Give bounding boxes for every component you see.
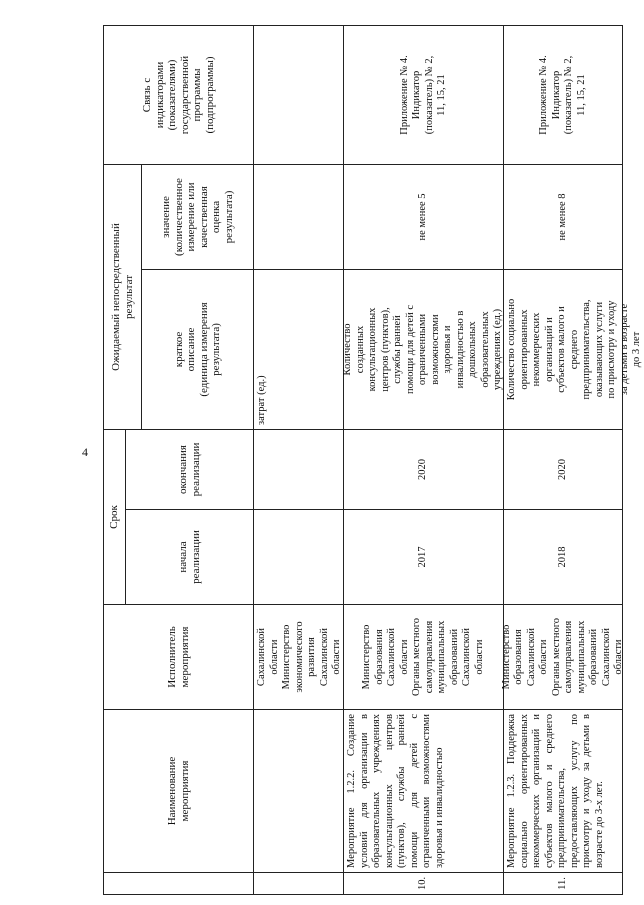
row-10-link-cell: Приложение № 4. Индикатор (показатель) № 2, 11, 15, 21 [344, 26, 504, 164]
header-expected-short-cell: краткое описание (единица измерения результата) [142, 269, 254, 429]
row-cont-executor-cell: Сахалинской области Министерство экономического развития Сахалинской области [254, 604, 344, 709]
row-11-start-cell: 2018 [504, 509, 622, 604]
header-executor-cell: Исполнитель мероприятия [104, 604, 254, 709]
row-11-short-cell: Количество социально ориентированных некоммерческих организаций и субъектов малого и среднего предпринимательства, оказывающих услуги по присмотру и уходу за детьми в возрасте до 3 лет [504, 269, 622, 429]
row-10-value-cell: не менее 5 [344, 164, 504, 269]
measures-table [103, 25, 642, 895]
header-term-cell: Срок [104, 429, 126, 604]
row-cont-name-cell [254, 709, 344, 872]
row-11-value-cell: не менее 8 [504, 164, 622, 269]
row-10-short-cell: Количество созданных консультационных центров (пунктов), службы ранней помощи для детей с ограниченными возможностями здоровья и инвалидностью в дошкольных образовательных учреждениях (ед.) [344, 269, 504, 429]
row-10-executor-cell: Министерство образования Сахалинской области Органы местного самоуправления муниципальных образований Сахалинской области [344, 604, 504, 709]
row-10-num-cell: 10. [344, 872, 504, 894]
row-cont-short-cell: затрат (ед.) [254, 269, 344, 429]
table-rotation-frame [103, 25, 642, 895]
row-10-name-cell: Мероприятие 1.2.2. Создание условий для организации в образовательных учреждениях консультационных центров (пунктов), службы ранней помощи для детей с ограниченными возможностями здоровья и инвалидностью [344, 709, 504, 872]
row-11-link-cell: Приложение № 4. Индикатор (показатель) № 2, 11, 15, 21 [538, 55, 587, 135]
page-number: 4 [82, 445, 88, 459]
header-expected-value-cell: значение (количественное измерение или качественная оценка результата) [142, 164, 254, 269]
row-10-start-cell: 2017 [344, 509, 504, 604]
header-name-cell: Наименование мероприятия [104, 709, 254, 872]
header-num-cell [104, 872, 254, 894]
row-cont-num-cell [254, 872, 344, 894]
header-expected-cell: Ожидаемый непосредственный результат [104, 164, 142, 429]
header-term-end-cell: окончания реализации [126, 429, 254, 509]
row-cont-value-cell [254, 164, 344, 269]
header-link-cell: Связь с индикаторами (показателями) государственной программы (подпрограммы) [104, 26, 254, 164]
row-10-end-cell: 2020 [344, 429, 504, 509]
row-11-name-cell: Мероприятие 1.2.3. Поддержка социально ориентированных некоммерческих организаций и субъектов малого и среднего предпринимательства, предоставляющих услугу по присмотру и уходу за детьми в возрасте до 3-х лет. [504, 709, 622, 872]
row-cont-start-cell [254, 509, 344, 604]
row-11-executor-cell: Министерство образования Сахалинской области Органы местного самоуправления муниципальных образований Сахалинской области [504, 604, 622, 709]
row-cont-link-cell [254, 26, 344, 164]
row-cont-end-cell [254, 429, 344, 509]
row-11-end-cell: 2020 [504, 429, 622, 509]
header-term-start-cell: начала реализации [126, 509, 254, 604]
row-11-num-cell: 11. [504, 872, 622, 894]
